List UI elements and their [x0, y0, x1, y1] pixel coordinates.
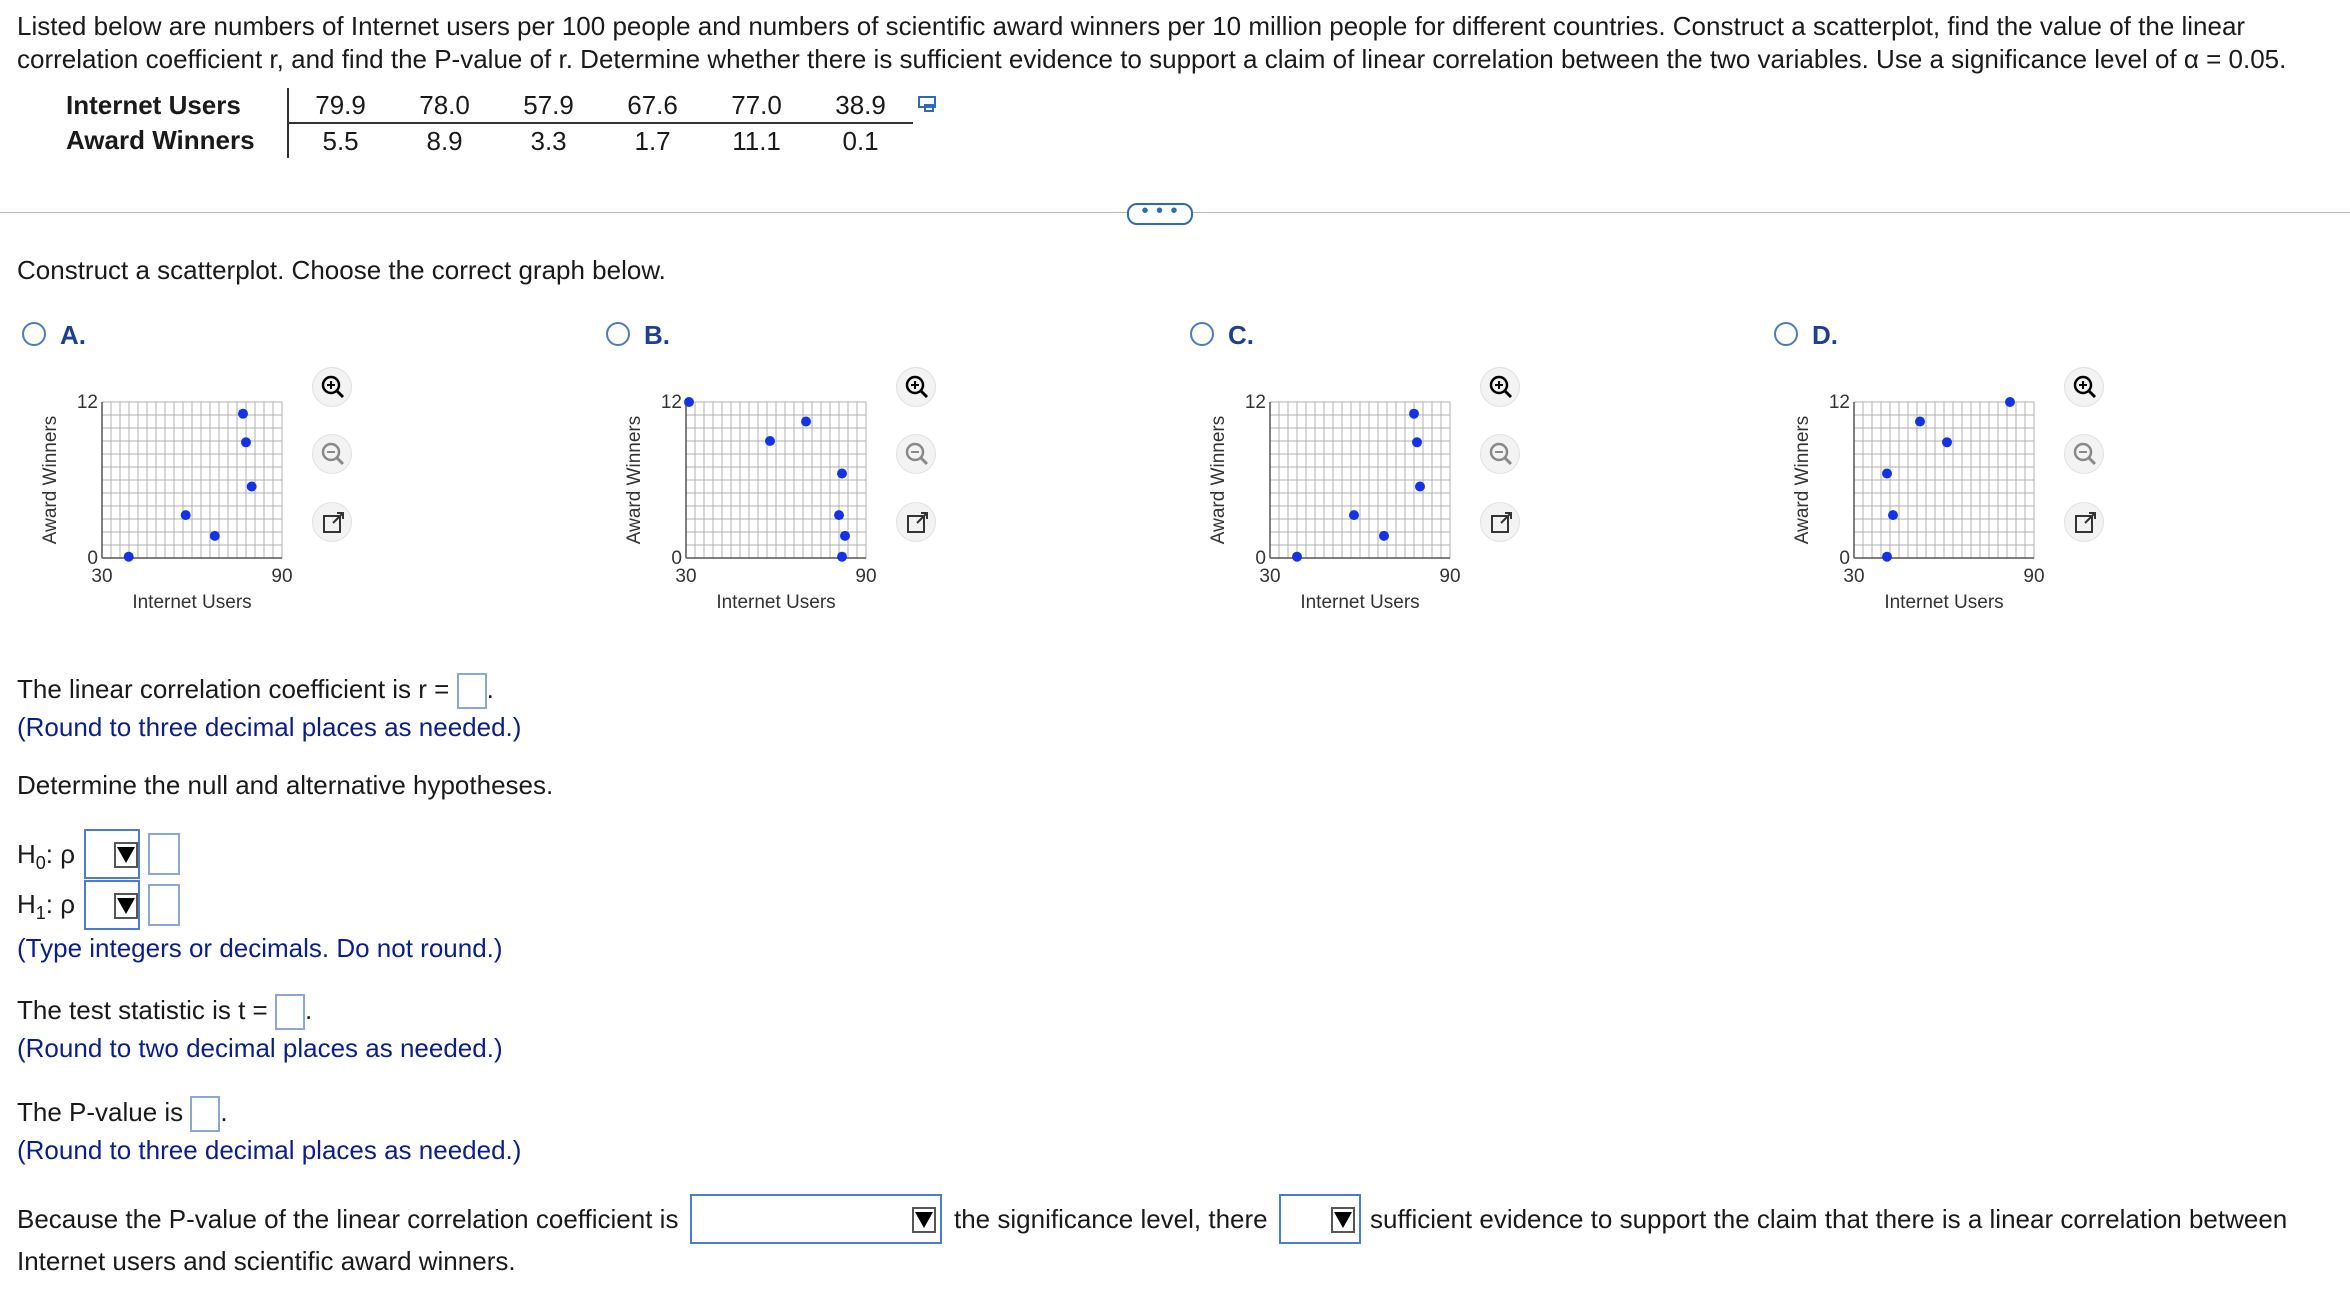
- option-c-radio[interactable]: [1190, 322, 1214, 346]
- t-prefix: The test statistic is t =: [17, 995, 268, 1025]
- expand-icon[interactable]: [1480, 502, 1520, 542]
- p-input[interactable]: [190, 1096, 220, 1132]
- x-tick-label: 30: [675, 566, 697, 587]
- y-axis-label: Award Winners: [40, 415, 61, 545]
- data-point: [124, 552, 134, 562]
- row-label-internet: Internet Users: [58, 88, 288, 123]
- t-line: [17, 993, 312, 1030]
- h0-operator-dropdown[interactable]: [84, 829, 140, 879]
- option-b-radio[interactable]: [606, 322, 630, 346]
- data-point: [2005, 397, 2015, 407]
- expand-icon[interactable]: [896, 502, 936, 542]
- x-tick-label: 30: [91, 566, 113, 587]
- grid: [686, 402, 866, 558]
- option-b-label: B.: [644, 320, 670, 350]
- x-tick-label: 90: [855, 566, 877, 587]
- data-point: [1379, 531, 1389, 541]
- data-point: [837, 552, 847, 562]
- h0-label: [17, 837, 75, 880]
- zoom-in-icon[interactable]: [896, 367, 936, 407]
- expand-icon[interactable]: [312, 502, 352, 542]
- option-a-radio[interactable]: [22, 322, 46, 346]
- table-cell: 3.3: [530, 125, 567, 156]
- data-point: [1915, 417, 1925, 427]
- data-point: [834, 510, 844, 520]
- zoom-in-icon[interactable]: [2064, 367, 2104, 407]
- zoom-in-icon[interactable]: [312, 367, 352, 407]
- x-axis-label: Internet Users: [132, 592, 252, 613]
- scatterplot: [30, 380, 360, 690]
- x-tick-label: 30: [1843, 566, 1865, 587]
- x-tick-label: 30: [1259, 566, 1281, 587]
- data-point: [1349, 510, 1359, 520]
- data-point: [1942, 437, 1952, 447]
- data-point: [801, 417, 811, 427]
- grid: [1854, 402, 2034, 558]
- y-tick-label: 12: [1244, 392, 1266, 413]
- data-point: [247, 482, 257, 492]
- table-cell: 11.1: [732, 125, 781, 156]
- h1-sub: 1: [35, 903, 46, 924]
- option-d-plot: [1782, 380, 2112, 690]
- data-point: [1292, 552, 1302, 562]
- y-axis-label: Award Winners: [624, 415, 645, 545]
- chevron-down-icon: [1331, 1207, 1355, 1233]
- table-cell: 0.1: [842, 125, 879, 156]
- scatter-prompt: Construct a scatterplot. Choose the correct graph below.: [17, 255, 666, 285]
- h1-operator-dropdown[interactable]: [84, 880, 140, 930]
- zoom-in-icon[interactable]: [1480, 367, 1520, 407]
- table-cell: 77.0: [705, 88, 809, 123]
- data-point: [210, 531, 220, 541]
- period: .: [486, 674, 494, 704]
- option-c-plot: [1198, 380, 1528, 690]
- y-tick-label: 0: [1839, 548, 1850, 569]
- data-point: [241, 437, 251, 447]
- h0-value-input[interactable]: [148, 833, 180, 875]
- data-point: [837, 469, 847, 479]
- table-cell: 79.9: [288, 88, 393, 123]
- h1-label: [17, 887, 75, 930]
- copy-data-icon[interactable]: [918, 96, 940, 114]
- concl-part3: sufficient evidence to support the claim that there is a linear correlation between: [1370, 1204, 2288, 1234]
- concl-part4: Internet users and scientific award winners.: [17, 1246, 516, 1276]
- scatterplot: [1198, 380, 1528, 690]
- h0-sub: 0: [35, 853, 46, 874]
- r-hint: (Round to three decimal places as needed.): [17, 712, 522, 742]
- y-tick-label: 0: [671, 548, 682, 569]
- p-hint: (Round to three decimal places as needed.): [17, 1135, 522, 1165]
- hyp-hint: (Type integers or decimals. Do not round.): [17, 933, 503, 963]
- y-tick-label: 12: [76, 392, 98, 413]
- period: .: [220, 1097, 228, 1127]
- zoom-out-icon[interactable]: [1480, 434, 1520, 474]
- x-tick-label: 90: [2023, 566, 2045, 587]
- data-point: [1888, 510, 1898, 520]
- concl-part1: Because the P-value of the linear correlation coefficient is: [17, 1204, 679, 1234]
- data-point: [181, 510, 191, 520]
- x-axis-label: Internet Users: [716, 592, 836, 613]
- hyp-prompt: Determine the null and alternative hypotheses.: [17, 770, 554, 800]
- t-input[interactable]: [275, 994, 305, 1030]
- x-axis-label: Internet Users: [1884, 592, 2004, 613]
- grid: [1270, 402, 1450, 558]
- t-hint: (Round to two decimal places as needed.): [17, 1033, 503, 1063]
- option-d-label: D.: [1812, 320, 1838, 350]
- h0-letter: H: [17, 839, 36, 869]
- r-prefix: The linear correlation coefficient is r =: [17, 674, 450, 704]
- data-point: [684, 397, 694, 407]
- table-cell: 38.9: [809, 88, 913, 123]
- expand-icon[interactable]: [2064, 502, 2104, 542]
- option-a-plot: [30, 380, 360, 690]
- pvalue-compare-dropdown[interactable]: [690, 1194, 942, 1244]
- table-cell: 78.0: [393, 88, 497, 123]
- table-cell: 57.9: [497, 88, 601, 123]
- h1-value-input[interactable]: [148, 884, 180, 926]
- y-tick-label: 0: [87, 548, 98, 569]
- option-c-label: C.: [1228, 320, 1254, 350]
- table-cell: 67.6: [601, 88, 705, 123]
- data-point: [1415, 482, 1425, 492]
- period: .: [304, 995, 313, 1025]
- p-prefix: The P-value is: [17, 1097, 184, 1127]
- y-tick-label: 12: [660, 392, 682, 413]
- question-text: Listed below are numbers of Internet users per 100 people and numbers of scientific award winners per 10 million people for different countries. Construct a scatterplot, find the value of the linear correlation coefficient r, and find the P-value of r. Determine whether there is sufficient evidence to support a claim of linear correlation between the two variables. Use a significance level of α = 0.05.: [17, 11, 2287, 74]
- scatterplot: [614, 380, 944, 690]
- chevron-down-icon: [912, 1207, 936, 1233]
- x-axis-label: Internet Users: [1300, 592, 1420, 613]
- zoom-out-icon[interactable]: [2064, 434, 2104, 474]
- y-axis-label: Award Winners: [1208, 415, 1229, 545]
- option-a-label: A.: [60, 320, 86, 350]
- x-tick-label: 90: [1439, 566, 1461, 587]
- scatterplot: [1782, 380, 2112, 690]
- data-point: [1882, 552, 1892, 562]
- data-point: [1882, 469, 1892, 479]
- table-cell: 8.9: [426, 125, 463, 156]
- zoom-out-icon[interactable]: [312, 434, 352, 474]
- data-point: [840, 531, 850, 541]
- y-tick-label: 12: [1828, 392, 1850, 413]
- grid: [102, 402, 282, 558]
- option-b-plot: [614, 380, 944, 690]
- r-input[interactable]: [457, 673, 487, 709]
- option-d-radio[interactable]: [1774, 322, 1798, 346]
- more-button[interactable]: • • •: [1127, 203, 1193, 225]
- h1-letter: H: [17, 889, 36, 919]
- table-cell: 5.5: [322, 125, 359, 156]
- y-axis-label: Award Winners: [1792, 415, 1813, 545]
- data-point: [1412, 437, 1422, 447]
- data-table: [58, 88, 913, 158]
- table-cell: 1.7: [634, 125, 671, 156]
- chevron-down-icon: [114, 842, 138, 868]
- data-point: [238, 409, 248, 419]
- concl-part2: the significance level, there: [954, 1204, 1268, 1234]
- evidence-dropdown[interactable]: [1279, 1194, 1361, 1244]
- rho: : ρ: [45, 889, 76, 919]
- data-point: [765, 436, 775, 446]
- chevron-down-icon: [114, 893, 138, 919]
- rho: : ρ: [45, 839, 76, 869]
- row-label-award: Award Winners: [58, 123, 288, 158]
- x-tick-label: 90: [271, 566, 293, 587]
- r-line: [17, 672, 494, 709]
- zoom-out-icon[interactable]: [896, 434, 936, 474]
- data-point: [1409, 409, 1419, 419]
- p-line: [17, 1095, 228, 1132]
- y-tick-label: 0: [1255, 548, 1266, 569]
